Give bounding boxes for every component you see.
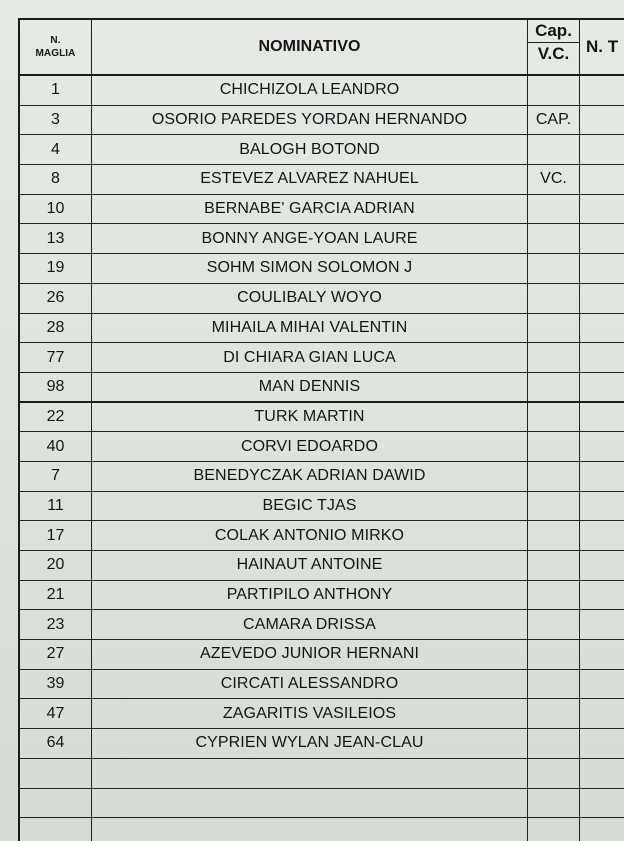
jersey-number-cell: 47 [20,699,92,728]
extra-cell [580,403,624,432]
empty-table-row [20,759,624,789]
jersey-number-cell: 4 [20,135,92,164]
player-name-cell [92,818,528,841]
player-name-cell: ESTEVEZ ALVAREZ NAHUEL [92,165,528,194]
table-row [20,284,624,314]
extra-cell [580,729,624,758]
table-row [20,314,624,344]
table-row [20,492,624,522]
captain-cell [528,729,580,758]
player-name-header: NOMINATIVO [92,20,528,74]
captain-cell: CAP. [528,106,580,135]
player-name-cell [92,789,528,818]
captain-cell [528,284,580,313]
player-name-cell: OSORIO PAREDES YORDAN HERNANDO [92,106,528,135]
player-name-cell: PARTIPILO ANTHONY [92,581,528,610]
table-row [20,373,624,403]
player-name-cell: CYPRIEN WYLAN JEAN-CLAU [92,729,528,758]
player-name-cell: BERNABE' GARCIA ADRIAN [92,195,528,224]
extra-cell [580,610,624,639]
table-header [20,20,624,76]
extra-cell [580,492,624,521]
player-name-cell: MAN DENNIS [92,373,528,401]
extra-cell [580,135,624,164]
jersey-number-cell: 26 [20,284,92,313]
jersey-number-cell: 13 [20,224,92,253]
jersey-number-header [20,20,92,74]
captain-cell [528,610,580,639]
extra-cell [580,640,624,669]
jersey-number-cell: 8 [20,165,92,194]
jersey-number-cell: 40 [20,432,92,461]
player-name-cell: COULIBALY WOYO [92,284,528,313]
captain-cell [528,373,580,401]
captain-header [528,20,580,74]
captain-header-bottom: V.C. [528,42,579,63]
extra-cell [580,254,624,283]
extra-column-header: N. T [586,37,619,56]
table-row [20,551,624,581]
player-name-cell: TURK MARTIN [92,403,528,432]
jersey-number-cell: 20 [20,551,92,580]
extra-cell [580,581,624,610]
table-row [20,729,624,759]
table-row [20,195,624,225]
captain-cell [528,224,580,253]
captain-cell [528,403,580,432]
player-name-cell: BEGIC TJAS [92,492,528,521]
empty-table-row [20,818,624,841]
player-name-cell: CORVI EDOARDO [92,432,528,461]
jersey-number-cell: 1 [20,76,92,105]
table-row [20,462,624,492]
extra-cell [580,521,624,550]
jersey-number-cell [20,789,92,818]
jersey-number-cell: 64 [20,729,92,758]
jersey-number-header-line-2: MAGLIA [35,48,76,59]
extra-cell [580,670,624,699]
table-row [20,403,624,433]
captain-cell [528,670,580,699]
table-row [20,106,624,136]
player-name-cell: DI CHIARA GIAN LUCA [92,343,528,372]
table-row [20,224,624,254]
player-name-cell [92,759,528,788]
extra-cell [580,699,624,728]
extra-cell [580,224,624,253]
extra-cell [580,818,624,841]
player-name-cell: BALOGH BOTOND [92,135,528,164]
player-name-cell: ZAGARITIS VASILEIOS [92,699,528,728]
extra-cell [580,373,624,401]
table-row [20,432,624,462]
extra-cell [580,343,624,372]
captain-cell [528,462,580,491]
captain-cell [528,135,580,164]
extra-cell [580,195,624,224]
jersey-number-cell: 3 [20,106,92,135]
player-name-cell: AZEVEDO JUNIOR HERNANI [92,640,528,669]
captain-cell [528,699,580,728]
captain-cell [528,640,580,669]
captain-cell [528,551,580,580]
player-name-cell: SOHM SIMON SOLOMON J [92,254,528,283]
player-name-cell: CAMARA DRISSA [92,610,528,639]
captain-header-top: Cap. [535,21,572,40]
captain-cell [528,314,580,343]
captain-cell [528,343,580,372]
extra-cell [580,432,624,461]
jersey-number-cell: 19 [20,254,92,283]
player-name-cell: CHICHIZOLA LEANDRO [92,76,528,105]
jersey-number-cell: 11 [20,492,92,521]
jersey-number-cell: 10 [20,195,92,224]
captain-cell [528,76,580,105]
jersey-number-cell: 17 [20,521,92,550]
player-rows [20,76,624,841]
captain-cell [528,759,580,788]
jersey-number-cell: 39 [20,670,92,699]
jersey-number-header-line-1: N. [50,34,61,46]
jersey-number-cell: 7 [20,462,92,491]
jersey-number-cell: 22 [20,403,92,432]
jersey-number-cell [20,818,92,841]
extra-cell [580,462,624,491]
table-row [20,581,624,611]
table-row [20,670,624,700]
extra-cell [580,76,624,105]
table-row [20,76,624,106]
table-row [20,640,624,670]
player-name-cell: BENEDYCZAK ADRIAN DAWID [92,462,528,491]
captain-cell [528,432,580,461]
extra-cell [580,106,624,135]
jersey-number-cell [20,759,92,788]
table-row [20,135,624,165]
player-name-cell: CIRCATI ALESSANDRO [92,670,528,699]
extra-cell [580,551,624,580]
extra-cell [580,759,624,788]
captain-cell [528,581,580,610]
player-name-cell: HAINAUT ANTOINE [92,551,528,580]
player-table [18,18,624,841]
jersey-number-cell: 98 [20,373,92,401]
extra-cell [580,789,624,818]
captain-cell [528,818,580,841]
captain-cell [528,521,580,550]
jersey-number-cell: 28 [20,314,92,343]
table-row [20,699,624,729]
jersey-number-cell: 23 [20,610,92,639]
captain-cell: VC. [528,165,580,194]
table-row [20,521,624,551]
captain-cell [528,789,580,818]
captain-cell [528,254,580,283]
captain-cell [528,492,580,521]
player-name-cell: COLAK ANTONIO MIRKO [92,521,528,550]
captain-cell [528,195,580,224]
extra-cell [580,314,624,343]
table-row [20,610,624,640]
table-row [20,343,624,373]
jersey-number-cell: 77 [20,343,92,372]
table-row [20,254,624,284]
table-row [20,165,624,195]
empty-table-row [20,789,624,819]
extra-cell [580,284,624,313]
jersey-number-cell: 27 [20,640,92,669]
extra-cell [580,165,624,194]
player-name-cell: MIHAILA MIHAI VALENTIN [92,314,528,343]
player-name-cell: BONNY ANGE-YOAN LAURE [92,224,528,253]
jersey-number-cell: 21 [20,581,92,610]
